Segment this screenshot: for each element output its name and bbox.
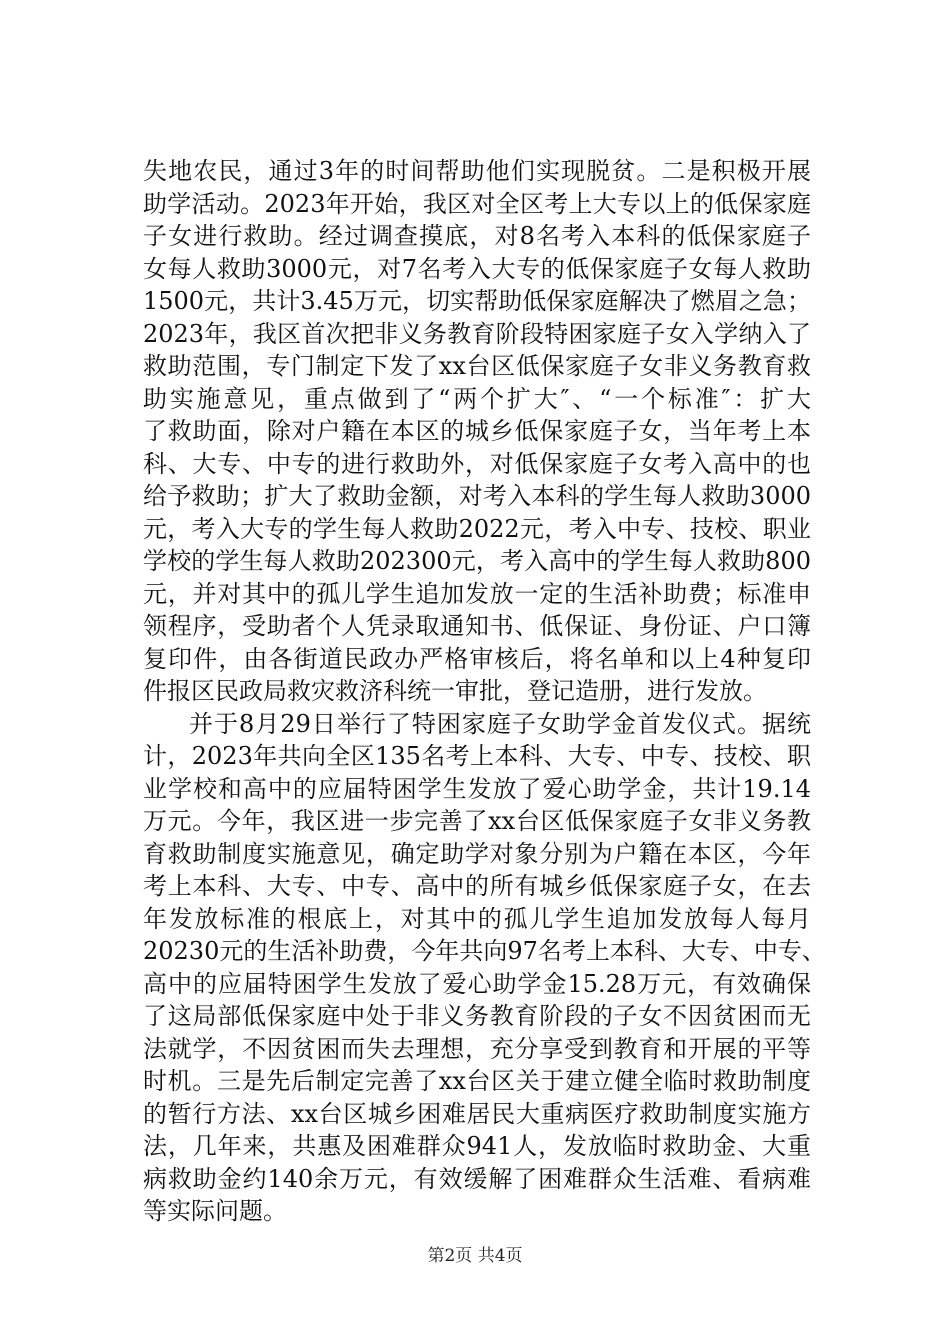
text-line: 病救助金约140余万元，有效缓解了困难群众生活难、看病难 [143,1164,811,1193]
text-line: 件报区民政局救灾救济科统一审批，登记造册，进行发放。 [143,677,767,705]
text-line: 业学校和高中的应届特困学生发放了爱心助学金，共计19.14 [143,774,811,803]
text-line: 女每人救助3000元，对7名考入大专的低保家庭子女每人救助 [143,254,811,283]
text-line: 高中的应届特困学生发放了爱心助学金15.28万元，有效确保 [143,969,811,998]
text-line: 了救助面，除对户籍在本区的城乡低保家庭子女，当年考上本 [143,417,811,445]
text-line: 给予救助；扩大了救助金额，对考入本科的学生每人救助3000 [143,482,811,510]
text-line: 助学活动。2023年开始，我区对全区考上大专以上的低保家庭 [143,189,811,218]
text-line: 时机。三是先后制定完善了xx台区关于建立健全临时救助制度 [143,1067,811,1095]
text-line: 等实际问题。 [143,1197,287,1225]
text-line: 育救助制度实施意见，确定助学对象分别为户籍在本区，今年 [143,839,811,868]
text-line: 1500元，共计3.45万元，切实帮助低保家庭解决了燃眉之急； [143,287,811,315]
text-line: 年发放标准的根底上，对其中的孤儿学生追加发放每人每月 [143,904,811,933]
text-line: 科、大专、中专的进行救助外，对低保家庭子女考入高中的也 [143,449,811,478]
text-line: 元，并对其中的孤儿学生追加发放一定的生活补助费；标准申 [143,579,811,608]
text-line: 学校的学生每人救助202300元，考入高中的学生每人救助800 [143,547,811,575]
text-line: 了这局部低保家庭中处于非义务教育阶段的子女不因贫困而无 [143,1002,811,1030]
text-line: 2023年，我区首次把非义务教育阶段特困家庭子女入学纳入了 [143,319,811,348]
page-footer: 第2页 共4页 [427,1246,523,1266]
text-line: 助实施意见，重点做到了“两个扩大″、“一个标准″：扩大 [143,384,811,413]
text-line: 复印件，由各街道民政办严格审核后，将名单和以上4种复印 [143,644,811,673]
text-line: 万元。今年，我区进一步完善了xx台区低保家庭子女非义务教 [143,807,811,835]
text-line: 法就学，不因贫困而失去理想，充分享受到教育和开展的平等 [143,1034,811,1063]
text-line: 失地农民，通过3年的时间帮助他们实现脱贫。二是积极开展 [143,157,811,185]
body-text [143,155,826,1228]
text-line: 救助范围，专门制定下发了xx台区低保家庭子女非义务教育救 [143,352,811,380]
text-line: 并于8月29日举行了特困家庭子女助学金首发仪式。据统 [189,709,811,738]
text-line: 子女进行救助。经过调查摸底，对8名考入本科的低保家庭子 [143,222,811,250]
text-line: 的暂行方法、xx台区城乡困难居民大重病医疗救助制度实施方 [143,1099,811,1128]
text-line: 计，2023年共向全区135名考上本科、大专、中专、技校、职 [143,742,811,770]
text-line: 法，几年来，共惠及困难群众941人，发放临时救助金、大重 [143,1132,811,1160]
text-line: 考上本科、大专、中专、高中的所有城乡低保家庭子女，在去 [143,872,811,900]
text-line: 20230元的生活补助费，今年共向97名考上本科、大专、中专、 [143,937,826,965]
text-line: 元，考入大专的学生每人救助2022元，考入中专、技校、职业 [143,514,811,543]
text-line: 领程序，受助者个人凭录取通知书、低保证、身份证、户口簿 [143,612,811,640]
